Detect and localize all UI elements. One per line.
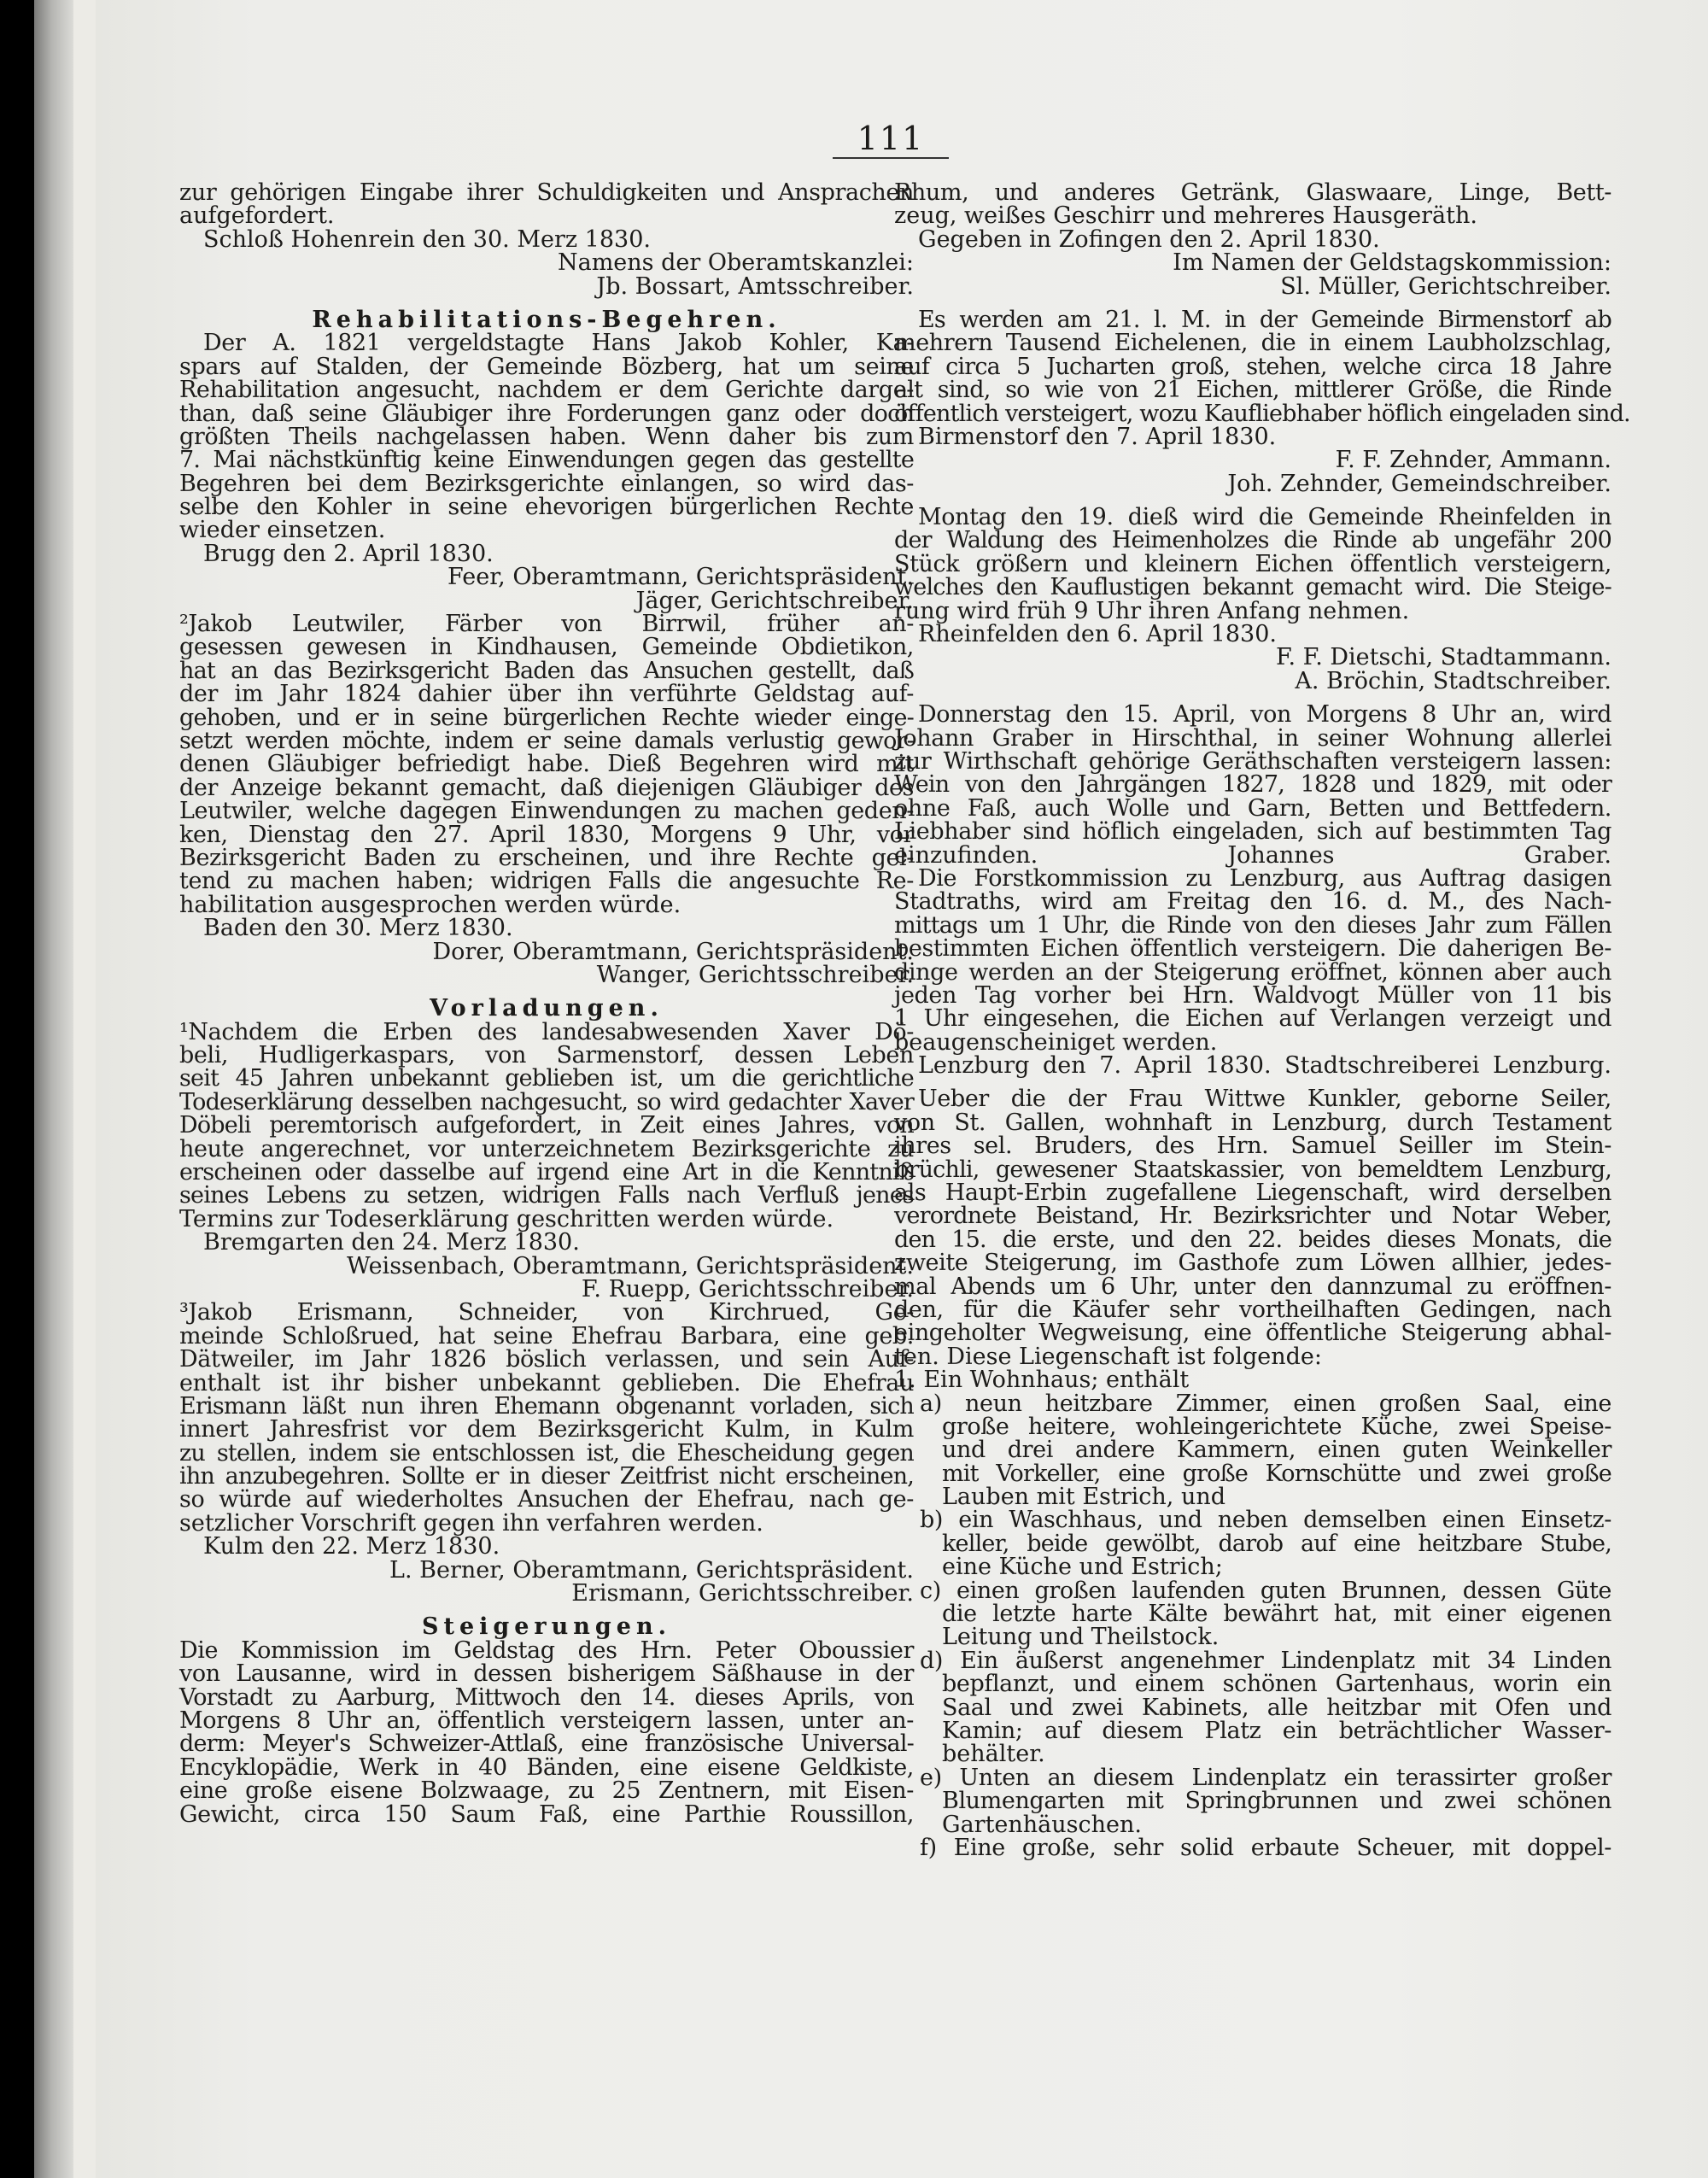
text-line: Ueber die der Frau Wittwe Kunkler, geborne Seiler, bbox=[918, 1086, 1611, 1113]
text-line: L. Berner, Oberamtmann, Gerichtspräsident. bbox=[389, 1556, 914, 1584]
text-line: eingeholter Wegweisung, eine öffentliche Steigerung abhal- bbox=[894, 1320, 1611, 1347]
book-gutter bbox=[34, 0, 73, 2178]
text-line: bepflanzt, und einem schönen Gartenhaus, worin ein bbox=[942, 1671, 1611, 1698]
text-line: zur gehörigen Eingabe ihrer Schuldigkeiten und Ansprachen bbox=[179, 179, 914, 206]
text-line: und drei andere Kammern, einen guten Weinkeller bbox=[942, 1437, 1611, 1464]
text-line: Sl. Müller, Gerichtschreiber. bbox=[1280, 272, 1611, 300]
text-line: Jb. Bossart, Amtsschreiber. bbox=[596, 272, 914, 300]
text-line: den 15. die erste, und den 22. beides dieses Monats, die bbox=[894, 1226, 1611, 1253]
text-line: brüchli, gewesener Staatskassier, von bemeldtem Lenzburg, bbox=[894, 1156, 1611, 1183]
text-line: so würde auf wiederholtes Ansuchen der Ehefrau, nach ge- bbox=[179, 1486, 914, 1513]
text-line: Morgens 8 Uhr an, öffentlich versteigern lassen, unter an- bbox=[179, 1707, 914, 1734]
text-line: e) Unten an diesem Lindenplatz ein terassirter großer bbox=[920, 1764, 1611, 1791]
text-line: Im Namen der Geldstagskommission: bbox=[1173, 249, 1611, 277]
text-line: den, für die Käufer sehr vortheilhaften Gedingen, nach bbox=[894, 1296, 1611, 1323]
text-line: denen Gläubiger befriedigt habe. Dieß Begehren wird mit bbox=[179, 751, 914, 778]
text-line: Dorer, Oberamtmann, Gerichtspräsident. bbox=[432, 938, 914, 965]
text-line: zweite Steigerung, im Gasthofe zum Löwen allhier, jedes- bbox=[894, 1250, 1611, 1277]
section-heading: Rehabilitations-Begehren. bbox=[312, 306, 781, 333]
text-line: Baden den 30. Merz 1830. bbox=[203, 915, 513, 942]
text-line: Termins zur Todeserklärung geschritten werden würde. bbox=[179, 1205, 834, 1232]
text-line: c) einen großen laufenden guten Brunnen, dessen Güte bbox=[920, 1577, 1611, 1604]
text-line: zur Wirthschaft gehörige Geräthschaften versteigern lassen: bbox=[894, 747, 1611, 775]
text-line: der Anzeige bekannt gemacht, daß diejenigen Gläubiger des bbox=[179, 774, 914, 801]
text-line: innert Jahresfrist vor dem Bezirksgericht Kulm, in Kulm bbox=[179, 1416, 914, 1443]
text-line: setzlicher Vorschrift gegen ihn verfahren werden. bbox=[179, 1509, 763, 1537]
text-line: Döbeli peremtorisch aufgefordert, in Zeit eines Jahres, von bbox=[179, 1112, 914, 1139]
text-line: ihres sel. Bruders, des Hrn. Samuel Seiller im Stein- bbox=[894, 1133, 1611, 1160]
text-line: spars auf Stalden, der Gemeinde Bözberg, hat um seine bbox=[179, 353, 914, 380]
right-column bbox=[894, 179, 1630, 1861]
text-line: keller, beide gewölbt, darob auf eine heitzbare Stube, bbox=[942, 1530, 1611, 1557]
text-line: Gartenhäuschen. bbox=[942, 1811, 1142, 1838]
text-line: Stück größern und kleinern Eichen öffentlich versteigern, bbox=[894, 550, 1611, 577]
text-line: F. F. Zehnder, Ammann. bbox=[1335, 447, 1611, 474]
text-line: Feer, Oberamtmann, Gerichtspräsident. bbox=[447, 564, 914, 591]
text-line: die letzte harte Kälte bewährt hat, mit einer eigenen bbox=[942, 1601, 1611, 1628]
text-line: größten Theils nachgelassen haben. Wenn daher bis zum bbox=[179, 423, 914, 450]
text-line: 7. Mai nächstkünftig keine Einwendungen gegen das gestellte bbox=[179, 447, 914, 474]
left-column bbox=[179, 181, 914, 1826]
text-line: ken, Dienstag den 27. April 1830, Morgens 9 Uhr, vor bbox=[179, 821, 914, 848]
text-line: seines Lebens zu setzen, widrigen Falls nach Verfluß jenes bbox=[179, 1182, 914, 1209]
text-line: bestimmten Eichen öffentlich versteigern. Die daherigen Be- bbox=[894, 935, 1611, 963]
text-line: eine große eisene Bolzwaage, zu 25 Zentnern, mit Eisen- bbox=[179, 1777, 914, 1805]
text-line: Der A. 1821 vergeldstagte Hans Jakob Kohler, Ka- bbox=[203, 330, 914, 357]
text-line: seit 45 Jahren unbekannt geblieben ist, um die gerichtliche bbox=[179, 1065, 914, 1092]
text-line: Kulm den 22. Merz 1830. bbox=[203, 1533, 500, 1560]
text-line: Jäger, Gerichtschreiber. bbox=[635, 587, 914, 614]
text-line: Erismann, Gerichtsschreiber. bbox=[571, 1580, 914, 1607]
text-line: Gewicht, circa 150 Saum Faß, eine Parthie Roussillon, bbox=[179, 1800, 914, 1828]
text-line: than, daß seine Gläubiger ihre Forderungen ganz oder doch bbox=[179, 400, 914, 427]
text-line: Die Kommission im Geldstag des Hrn. Peter Oboussier bbox=[179, 1636, 914, 1664]
text-line: Kamin; auf diesem Platz ein beträchtlicher Wasser- bbox=[942, 1718, 1611, 1744]
text-line: Begehren bei dem Bezirksgerichte einlangen, so wird das- bbox=[179, 470, 914, 497]
text-line: Dätweiler, im Jahr 1826 böslich verlassen, und sein Auf- bbox=[179, 1346, 914, 1373]
text-line: tend zu machen haben; widrigen Falls die angesuchte Re- bbox=[179, 868, 914, 895]
text-line: ¹Nachdem die Erben des landesabwesenden Xaver Dö- bbox=[179, 1018, 914, 1045]
text-line: der im Jahr 1824 dahier über ihn verführte Geldstag auf- bbox=[179, 681, 914, 708]
text-line: Rehabilitation angesucht, nachdem er dem Gerichte darge- bbox=[179, 377, 914, 404]
text-line: einzufinden. Johannes Graber. bbox=[894, 841, 1611, 869]
section-heading: Steigerungen. bbox=[421, 1613, 672, 1641]
text-line: a) neun heitzbare Zimmer, einen großen Saal, eine bbox=[920, 1390, 1611, 1417]
text-line: Stadtraths, wird am Freitag den 16. d. M., des Nach- bbox=[894, 888, 1611, 916]
text-line: f) Eine große, sehr solid erbaute Scheuer, mit doppel- bbox=[920, 1834, 1611, 1861]
text-line: Birmenstorf den 7. April 1830. bbox=[918, 423, 1277, 450]
text-line: mal Abends um 6 Uhr, unter den dannzumal zu eröffnen- bbox=[894, 1273, 1611, 1300]
text-line: Blumengarten mit Springbrunnen und zwei schönen bbox=[942, 1788, 1611, 1815]
text-line: mittags um 1 Uhr, die Rinde von den dieses Jahr zum Fällen bbox=[894, 911, 1611, 939]
text-line: Gegeben in Zofingen den 2. April 1830. bbox=[918, 225, 1380, 253]
text-line: Montag den 19. dieß wird die Gemeinde Rheinfelden in bbox=[918, 504, 1611, 531]
text-line: ten. Diese Liegenschaft ist folgende: bbox=[894, 1343, 1322, 1370]
text-line: Lauben mit Estrich, und bbox=[942, 1484, 1226, 1511]
text-line: b) ein Waschhaus, und neben demselben einen Einsetz- bbox=[920, 1507, 1611, 1534]
text-line: Die Forstkommission zu Lenzburg, aus Auftrag dasigen bbox=[918, 864, 1611, 892]
text-line: Saal und zwei Kabinets, alle heitzbar mit Ofen und bbox=[942, 1694, 1611, 1721]
text-line: ihn anzubegehren. Sollte er in dieser Zeitfrist nicht erscheinen, bbox=[179, 1463, 914, 1490]
text-line: auf circa 5 Jucharten groß, stehen, welche circa 18 Jahre bbox=[894, 353, 1611, 380]
text-line: 1 Uhr eingesehen, die Eichen auf Verlangen verzeigt und bbox=[894, 1005, 1611, 1033]
text-line: meinde Schloßrued, hat seine Ehefrau Barbara, eine geb. bbox=[179, 1322, 914, 1350]
text-line: ohne Faß, auch Wolle und Garn, Betten und Bettfedern. bbox=[894, 794, 1611, 822]
text-line: jeden Tag vorher bei Hrn. Waldvogt Müller von 11 bis bbox=[894, 981, 1611, 1009]
text-line: Wanger, Gerichtsschreiber. bbox=[596, 961, 914, 988]
text-line: beaugenscheiniget werden. bbox=[894, 1028, 1218, 1056]
text-line: Johann Graber in Hirschthal, in seiner Wohnung allerlei bbox=[894, 724, 1611, 752]
text-line: Bremgarten den 24. Merz 1830. bbox=[203, 1229, 580, 1256]
text-line: dinge werden an der Steigerung eröffnet, können aber auch bbox=[894, 958, 1611, 986]
text-line: aufgefordert. bbox=[179, 202, 335, 230]
text-line: selbe den Kohler in seine ehevorigen bürgerlichen Rechte bbox=[179, 494, 914, 521]
text-line: von St. Gallen, wohnhaft in Lenzburg, durch Testament bbox=[894, 1109, 1611, 1136]
text-line: Todeserklärung desselben nachgesucht, so wird gedachter Xaver bbox=[179, 1088, 914, 1115]
text-line: Leutwiler, welche dagegen Einwendungen zu machen geden- bbox=[179, 798, 914, 825]
scanned-page bbox=[34, 0, 1704, 2178]
text-line: alt sind, so wie von 21 Eichen, mittlerer Größe, die Rinde bbox=[894, 377, 1611, 404]
text-line: ³Jakob Erismann, Schneider, von Kirchrued, Ge- bbox=[179, 1299, 914, 1326]
text-line: hat an das Bezirksgericht Baden das Ansuchen gestellt, daß bbox=[179, 657, 914, 684]
text-line: erscheinen oder dasselbe auf irgend eine Art in die Kenntniß bbox=[179, 1159, 914, 1186]
text-line: heute angerechnet, vor unterzeichnetem Bezirksgerichte zu bbox=[179, 1135, 914, 1162]
text-line: F. Ruepp, Gerichtsschreiber. bbox=[581, 1275, 914, 1303]
section-heading: Vorladungen. bbox=[430, 995, 664, 1022]
text-line: d) Ein äußerst angenehmer Lindenplatz mit 34 Linden bbox=[920, 1647, 1611, 1674]
text-line: habilitation ausgesprochen werden würde. bbox=[179, 891, 681, 918]
text-line: behälter. bbox=[942, 1741, 1045, 1768]
text-line: F. F. Dietschi, Stadtammann. bbox=[1275, 644, 1611, 671]
text-line: wieder einsetzen. bbox=[179, 517, 386, 544]
text-line: zeug, weißes Geschirr und mehreres Hausgeräth. bbox=[894, 202, 1477, 230]
page-number: 111 bbox=[833, 120, 949, 159]
text-line: Encyklopädie, Werk in 40 Bänden, eine eisene Geldkiste, bbox=[179, 1754, 914, 1781]
text-line: öffentlich versteigert, wozu Kaufliebhaber höflich eingeladen sind. bbox=[894, 400, 1630, 427]
text-line: beli, Hudligerkaspars, von Sarmenstorf, dessen Leben bbox=[179, 1042, 914, 1069]
text-line: der Waldung des Heimenholzes die Rinde ab ungefähr 200 bbox=[894, 527, 1611, 554]
text-line: Leitung und Theilstock. bbox=[942, 1624, 1220, 1651]
text-line: Erismann läßt nun ihren Ehemann obgenannt vorladen, sich bbox=[179, 1392, 914, 1420]
text-line: eine Küche und Estrich; bbox=[942, 1554, 1223, 1581]
text-line: als Haupt-Erbin zugefallene Liegenschaft, wird derselben bbox=[894, 1180, 1611, 1207]
text-line: große heitere, wohleingerichtete Küche, zwei Speise- bbox=[942, 1413, 1611, 1440]
text-line: Schloß Hohenrein den 30. Merz 1830. bbox=[203, 225, 651, 253]
text-line: von Lausanne, wird in dessen bisherigem Säßhause in der bbox=[179, 1660, 914, 1688]
text-line: Brugg den 2. April 1830. bbox=[203, 540, 494, 567]
text-line: mehrern Tausend Eichelenen, die in einem Laubholzschlag, bbox=[894, 330, 1611, 357]
page-sheet bbox=[96, 0, 1708, 2178]
text-line: setzt werden möchte, indem er seine damals verlustig gewor- bbox=[179, 727, 914, 754]
text-line: A. Bröchin, Stadtschreiber. bbox=[1295, 667, 1611, 694]
text-line: Lenzburg den 7. April 1830. Stadtschreiberei Lenzburg. bbox=[918, 1052, 1611, 1080]
text-line: gesessen gewesen in Kindhausen, Gemeinde Obdietikon, bbox=[179, 634, 914, 661]
text-line: Rheinfelden den 6. April 1830. bbox=[918, 621, 1277, 648]
text-line: Rhum, und anderes Getränk, Glaswaare, Linge, Bett- bbox=[894, 179, 1611, 206]
text-line: Weissenbach, Oberamtmann, Gerichtspräsident. bbox=[347, 1252, 914, 1279]
text-line: ²Jakob Leutwiler, Färber von Birrwil, früher an- bbox=[179, 611, 914, 638]
text-line: enthalt ist ihr bisher unbekannt geblieben. Die Ehefrau bbox=[179, 1369, 914, 1396]
text-line: Vorstadt zu Aarburg, Mittwoch den 14. dieses Aprils, von bbox=[179, 1683, 914, 1711]
text-line: mit Vorkeller, eine große Kornschütte und zwei große bbox=[942, 1460, 1611, 1487]
text-line: derm: Meyer's Schweizer-Attlaß, eine französische Universal- bbox=[179, 1730, 914, 1758]
text-line: 1. Ein Wohnhaus; enthält bbox=[894, 1367, 1190, 1394]
text-line: zu stellen, indem sie entschlossen ist, die Ehescheidung gegen bbox=[179, 1439, 914, 1467]
text-line: Namens der Oberamtskanzlei: bbox=[557, 249, 914, 277]
text-line: Es werden am 21. l. M. in der Gemeinde Birmenstorf ab bbox=[918, 306, 1611, 333]
text-line: gehoben, und er in seine bürgerlichen Rechte wieder einge- bbox=[179, 704, 914, 731]
text-line: welches den Kauflustigen bekannt gemacht wird. Die Steige- bbox=[894, 574, 1611, 601]
text-line: Wein von den Jahrgängen 1827, 1828 und 1829, mit oder bbox=[894, 771, 1611, 799]
text-line: rung wird früh 9 Uhr ihren Anfang nehmen. bbox=[894, 597, 1410, 624]
text-line: Joh. Zehnder, Gemeindschreiber. bbox=[1227, 470, 1611, 497]
text-line: verordnete Beistand, Hr. Bezirksrichter und Notar Weber, bbox=[894, 1203, 1611, 1230]
text-line: Liebhaber sind höflich eingeladen, sich auf bestimmten Tag bbox=[894, 818, 1611, 846]
text-line: Donnerstag den 15. April, von Morgens 8 Uhr an, wird bbox=[918, 701, 1611, 729]
text-line: Bezirksgericht Baden zu erscheinen, und ihre Rechte gel- bbox=[179, 844, 914, 871]
